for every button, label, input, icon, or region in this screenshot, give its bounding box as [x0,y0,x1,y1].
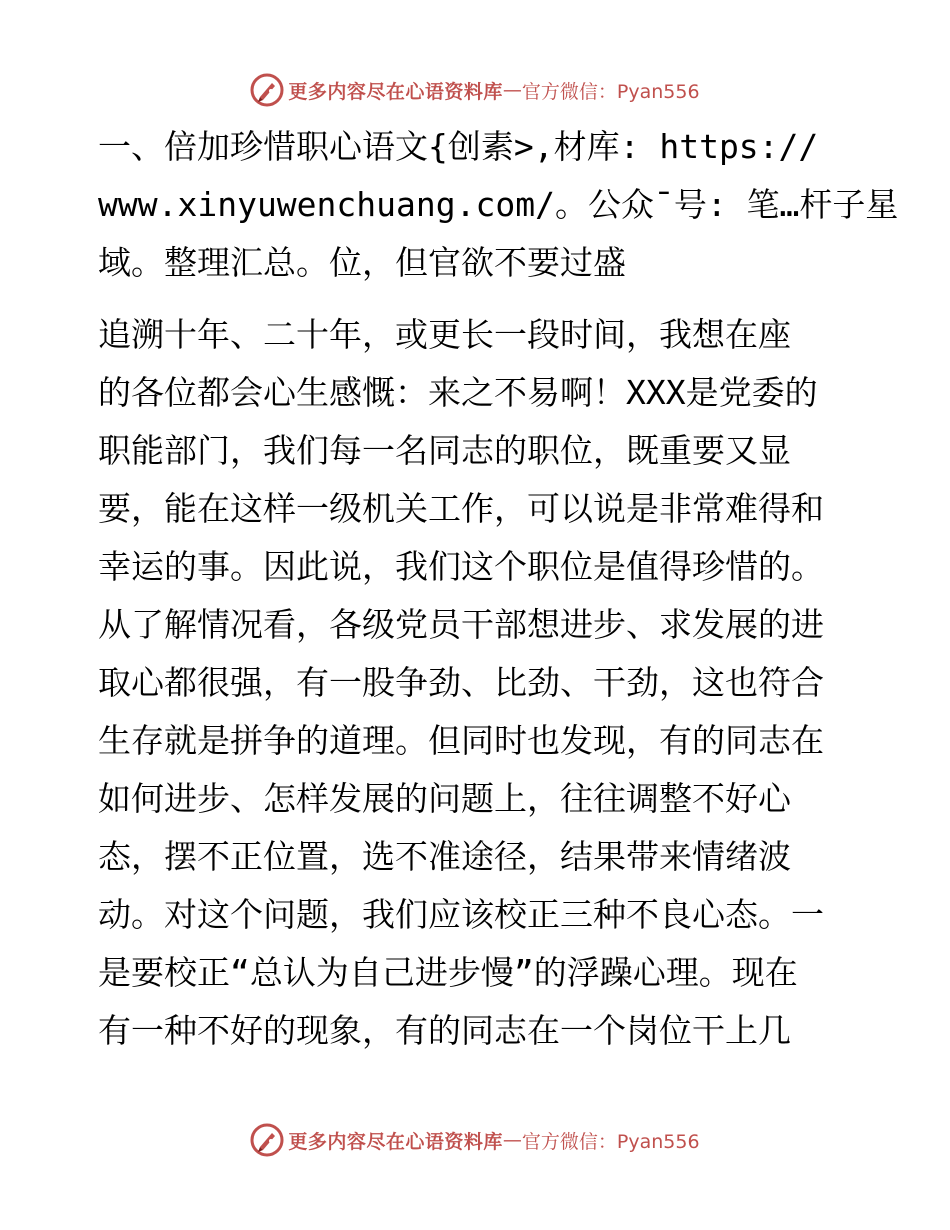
header-watermark [0,70,950,110]
text-line: 域。整理汇总。位，但官欲不要过盛 [98,243,626,282]
text-line: 一、倍加珍惜职心语文{创素>,材库: https:// [98,127,819,166]
text-line: 职能部门，我们每一名同志的职位，既重要又显 [98,431,791,470]
watermark-wechat: 官方微信：Pyan556 [521,80,700,103]
text-line: 追溯十年、二十年，或更长一段时间，我想在座 [98,315,791,354]
text-line: 的各位都会心生感慨：来之不易啊！XXX是党委的 [98,373,818,412]
text-line: 从了解情况看，各级党员干部想进步、求发展的进 [98,605,824,644]
text-line: 幸运的事。因此说，我们这个职位是值得珍惜的。 [98,547,824,586]
text-line: www.xinyuwenchuang.com/。公众¯号: 笔…杆子星 [98,185,899,224]
document-body [98,118,899,1060]
text-line: 要，能在这样一级机关工作，可以说是非常难得和 [98,489,824,528]
text-line: 生存就是拼争的道理。但同时也发现，有的同志在 [98,721,824,760]
text-line: 态，摆不正位置，选不准途径，结果带来情绪波 [98,837,791,876]
watermark-title: 更多内容尽在心语资料库 [288,80,503,103]
text-line: 是要校正“总认为自己进步慢”的浮躁心理。现在 [98,953,798,992]
text-line: 取心都很强，有一股争劲、比劲、干劲，这也符合 [98,663,824,702]
pen-logo-icon [250,73,284,107]
text-line: 有一种不好的现象，有的同志在一个岗位干上几 [98,1011,791,1050]
text-line: 动。对这个问题，我们应该校正三种不良心态。一 [98,895,824,934]
pen-logo-icon [250,1123,284,1157]
watermark-dash: — [502,79,522,101]
watermark-wechat: 官方微信：Pyan556 [521,1130,700,1153]
watermark-dash: — [502,1129,522,1151]
paragraph-body [98,306,858,1060]
watermark-title: 更多内容尽在心语资料库 [288,1130,503,1153]
paragraph-heading [98,118,899,292]
text-line: 如何进步、怎样发展的问题上，往往调整不好心 [98,779,791,818]
footer-watermark [0,1120,950,1160]
